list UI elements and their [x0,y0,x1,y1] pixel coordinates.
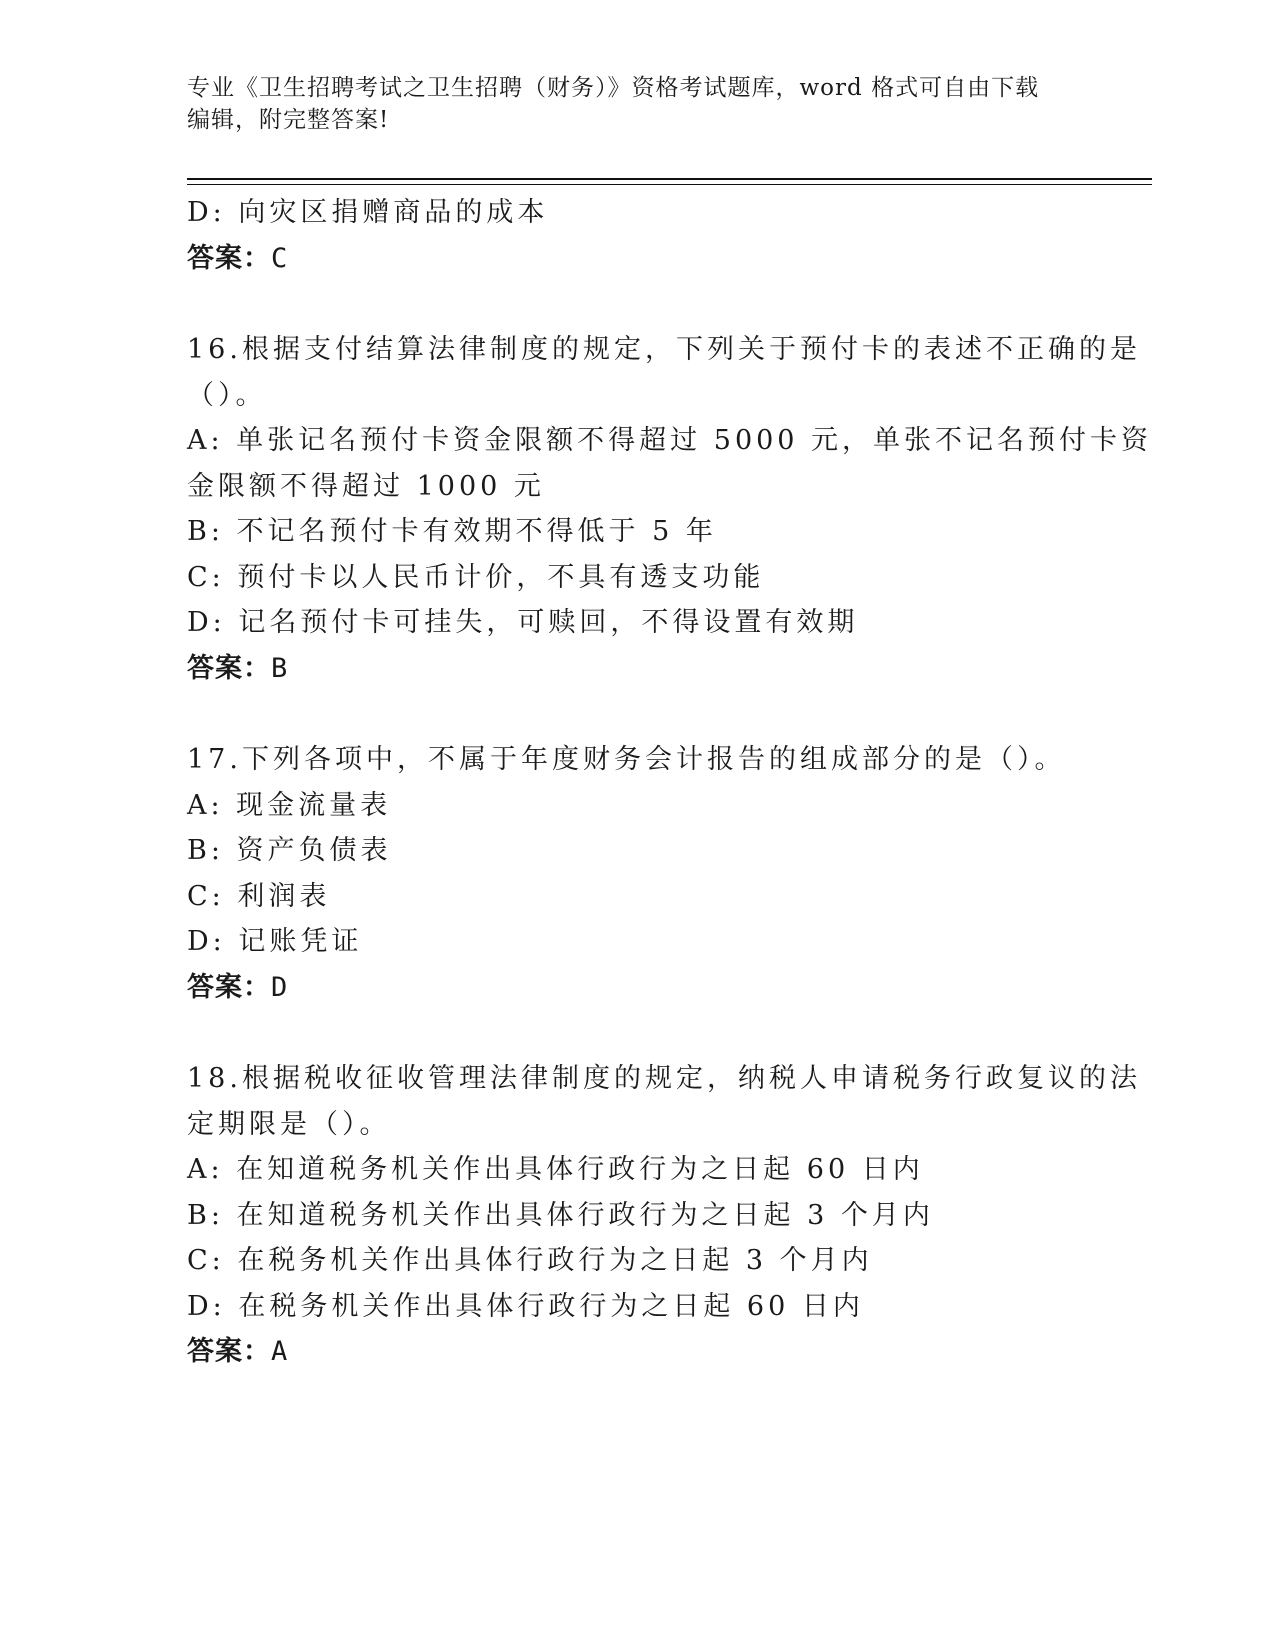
answer-label: 答案： [187,242,271,274]
question-answer [187,646,1107,692]
answer-value: B [271,652,289,684]
option-c: C: 在税务机关作出具体行政行为之日起 3 个月内 [187,1245,873,1276]
option-a-cont: 金限额不得超过 1000 元 [187,470,545,502]
question-answer [187,965,1107,1011]
option-a: A: 在知道税务机关作出具体行政行为之日起 60 日内 [187,1154,924,1185]
question-stem: 17.下列各项中，不属于年度财务会计报告的组成部分的是（）。 [187,744,1066,775]
question-stem: 16.根据支付结算法律制度的规定，下列关于预付卡的表述不正确的是 [187,334,1141,365]
option-b: B: 不记名预付卡有效期不得低于 5 年 [187,516,717,547]
prev-answer [187,236,1107,282]
header-line-2: 编辑，附完整答案! [187,107,390,133]
option-a: A: 现金流量表 [187,789,392,821]
spacer [187,1010,1107,1056]
question-16 [187,327,1153,691]
header-rule-thin [187,184,1152,185]
question-stem-cont: 定期限是（）。 [187,1108,391,1140]
answer-label: 答案： [187,971,271,1003]
question-17 [187,737,1107,1010]
question-18 [187,1056,1141,1375]
spacer [187,281,1107,327]
answer-label: 答案： [187,652,271,684]
header-rule-thick [187,178,1152,180]
option-b: B: 在知道税务机关作出具体行政行为之日起 3 个月内 [187,1199,934,1231]
question-content [187,190,1153,1375]
question-stem: 18.根据税收征收管理法律制度的规定，纳税人申请税务行政复议的法 [187,1063,1141,1094]
answer-value: A [271,1336,289,1367]
option-d: D: 记名预付卡可挂失，可赎回，不得设置有效期 [187,607,859,638]
answer-label: 答案： [187,1336,271,1367]
option-c: C: 利润表 [187,880,331,912]
header-line-1: 专业《卫生招聘考试之卫生招聘（财务）》资格考试题库，word 格式可自由下载 [187,75,1040,101]
prev-option-d: D: 向灾区捐赠商品的成本 [187,197,549,228]
spacer [187,691,1107,737]
option-b: B: 资产负债表 [187,835,392,866]
option-d: D: 在税务机关作出具体行政行为之日起 60 日内 [187,1290,864,1322]
answer-value: C [271,242,289,274]
page-header [187,72,1087,136]
question-stem-cont: （）。 [187,379,267,411]
question-answer [187,1329,1107,1375]
option-d: D: 记账凭证 [187,926,363,957]
option-a: A: 单张记名预付卡资金限额不得超过 5000 元，单张不记名预付卡资 [187,425,1153,456]
answer-value: D [271,971,289,1003]
option-c: C: 预付卡以人民币计价，不具有透支功能 [187,561,765,593]
